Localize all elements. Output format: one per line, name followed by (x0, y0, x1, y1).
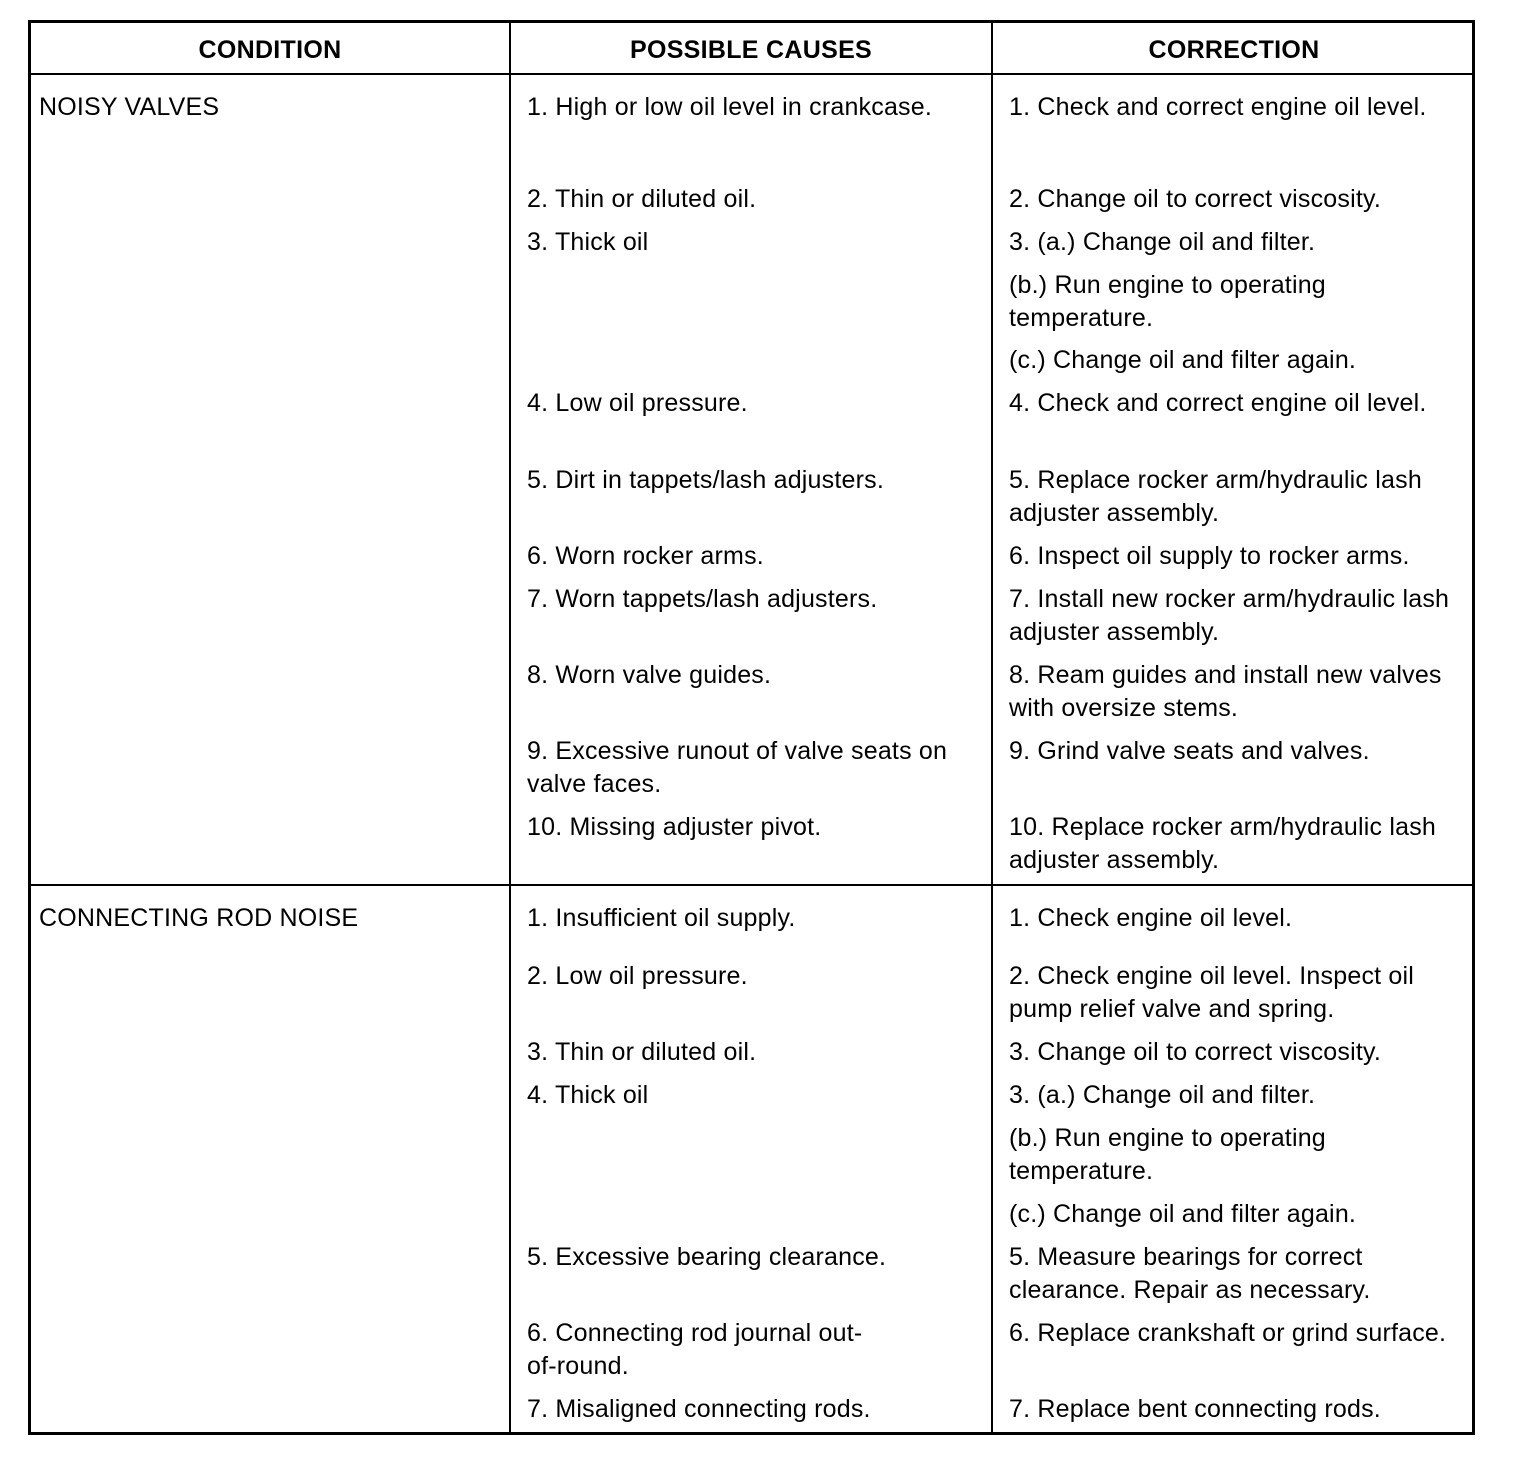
column-divider (509, 23, 511, 1432)
cause-item: 3. Thin or diluted oil. (527, 1038, 757, 1066)
section-divider (31, 884, 1472, 886)
correction-item: (b.) Run engine to operating temperature. (1009, 271, 1326, 332)
correction-item: 6. Replace crankshaft or grind surface. (1009, 1319, 1447, 1347)
correction-item: (c.) Change oil and filter again. (1009, 1200, 1357, 1228)
correction-item: 5. Measure bearings for correct clearance. Repair as necessary. (1009, 1243, 1371, 1304)
header-condition: CONDITION (198, 36, 342, 64)
troubleshooting-table (28, 20, 1475, 1435)
cause-item: 6. Worn rocker arms. (527, 542, 764, 570)
correction-item: 2. Change oil to correct viscosity. (1009, 185, 1381, 213)
correction-item: 4. Check and correct engine oil level. (1009, 389, 1427, 417)
correction-item: 3. (a.) Change oil and filter. (1009, 228, 1316, 256)
condition-label: CONNECTING ROD NOISE (39, 904, 359, 932)
correction-item: 7. Install new rocker arm/hydraulic lash adjuster assembly. (1009, 585, 1450, 646)
correction-item: 3. Change oil to correct viscosity. (1009, 1038, 1381, 1066)
correction-item: 1. Check engine oil level. (1009, 904, 1293, 932)
cause-item: 2. Low oil pressure. (527, 962, 748, 990)
header-correction: CORRECTION (1148, 36, 1320, 64)
correction-item: 7. Replace bent connecting rods. (1009, 1395, 1381, 1423)
cause-item: 5. Excessive bearing clearance. (527, 1243, 887, 1271)
cause-item: 9. Excessive runout of valve seats on valve faces. (527, 737, 948, 798)
column-divider (991, 23, 993, 1432)
condition-label: NOISY VALVES (39, 93, 220, 121)
cause-item: 6. Connecting rod journal out-of-round. (527, 1319, 863, 1380)
correction-item: 2. Check engine oil level. Inspect oil pump relief valve and spring. (1009, 962, 1415, 1023)
cause-item: 3. Thick oil (527, 228, 649, 256)
cause-item: 7. Misaligned connecting rods. (527, 1395, 871, 1423)
cause-item: 1. Insufficient oil supply. (527, 904, 796, 932)
correction-item: 3. (a.) Change oil and filter. (1009, 1081, 1316, 1109)
correction-item: 1. Check and correct engine oil level. (1009, 93, 1427, 121)
cause-item: 5. Dirt in tappets/lash adjusters. (527, 466, 884, 494)
correction-item: (c.) Change oil and filter again. (1009, 346, 1357, 374)
cause-item: 8. Worn valve guides. (527, 661, 772, 689)
cause-item: 4. Low oil pressure. (527, 389, 748, 417)
cause-item: 4. Thick oil (527, 1081, 649, 1109)
cause-item: 2. Thin or diluted oil. (527, 185, 757, 213)
cause-item: 10. Missing adjuster pivot. (527, 813, 822, 841)
correction-item: 10. Replace rocker arm/hydraulic lash adjuster assembly. (1009, 813, 1437, 874)
cause-item: 7. Worn tappets/lash adjusters. (527, 585, 878, 613)
correction-item: 5. Replace rocker arm/hydraulic lash adjuster assembly. (1009, 466, 1422, 527)
header-possible-causes: POSSIBLE CAUSES (629, 36, 873, 64)
correction-item: (b.) Run engine to operating temperature. (1009, 1124, 1326, 1185)
correction-item: 6. Inspect oil supply to rocker arms. (1009, 542, 1410, 570)
cause-item: 1. High or low oil level in crankcase. (527, 93, 932, 121)
correction-item: 9. Grind valve seats and valves. (1009, 737, 1370, 765)
correction-item: 8. Ream guides and install new valves with oversize stems. (1009, 661, 1442, 722)
